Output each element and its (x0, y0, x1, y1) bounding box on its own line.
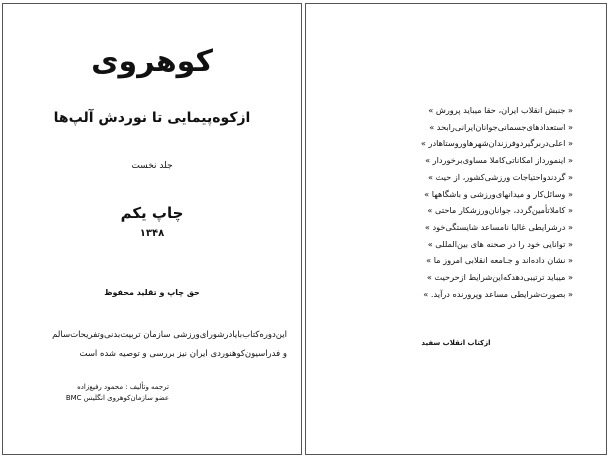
book-title: کوهروی (91, 44, 213, 79)
quote-line: « میباید ترتیبی‌دهدکه‌این‌شرایط ازحرحیث » (426, 272, 573, 283)
quote-line: « وسائل‌کار و میدانهای‌ورزشی و باشگاهها » (424, 188, 573, 199)
epigraph-quote (353, 102, 573, 302)
edition-label: چاپ یکم (120, 204, 184, 222)
quote-line: « گردند‌واحتیاجات ورزشی‌کشور، از حیث » (427, 171, 573, 182)
note-line: و فدراسیون‌کوهنوردی ایران نیز بررسی و توصیه شده است (79, 349, 287, 359)
quote-line: « جنبش انقلاب ایران، حقا میباید پرورش » (428, 105, 573, 115)
author-credits (39, 382, 169, 404)
quote-line: « توانایی خود را در صحنه های بین‌المللی » (427, 238, 573, 249)
quote-line: « بصورت‌شرایطی مساعد وپرورنده درآید. » (423, 288, 573, 299)
quote-source: ازکتاب انقلاب سفید (421, 339, 491, 347)
affiliation-line: عضو سازمان‌کوهروی انگلیس BMC (65, 394, 169, 402)
volume-label: جلد نخست (131, 161, 173, 171)
quote-line: « اعلی‌دربرگیرد‌و‌فرزندان‌شهرها‌و‌روستاها‌در » (420, 138, 573, 149)
quote-line: « اینمورد‌از امکاناتی‌کاملا مساوی‌برخوردار » (425, 155, 573, 166)
note-line: این‌دوره‌کتاب‌با‌یادرشورای‌ورزشی سازمان تربیت‌بدنی‌و‌تفریحات‌سالم (52, 330, 287, 340)
quote-line: « درشرایطی غالبا نامساعد شایستگی‌خود » (424, 221, 573, 232)
quote-line: « نشان داده‌اند و جـامعه انقلابی امروز ما » (426, 255, 573, 266)
translator-line: ترجمه و‌تألیف : محمود رفیع‌زاده (77, 383, 169, 391)
quote-line: « کاملاتأمین‌گردد، جوانان‌ورزشکار ماحتی » (427, 205, 573, 216)
book-subtitle: ازکوه‌پیمایی تا نوردش آلپ‌ها (53, 110, 251, 126)
quote-line: « استعدادهای‌جسمانی‌جوانان‌ایرانی‌را‌بحد » (429, 121, 573, 132)
title-page (2, 3, 302, 455)
copyright-notice: حق چاپ و تقلید محفوظ (104, 288, 200, 297)
endorsement-note (15, 326, 287, 364)
publication-year: ۱۳۴۸ (139, 228, 165, 239)
epigraph-page (305, 3, 607, 455)
